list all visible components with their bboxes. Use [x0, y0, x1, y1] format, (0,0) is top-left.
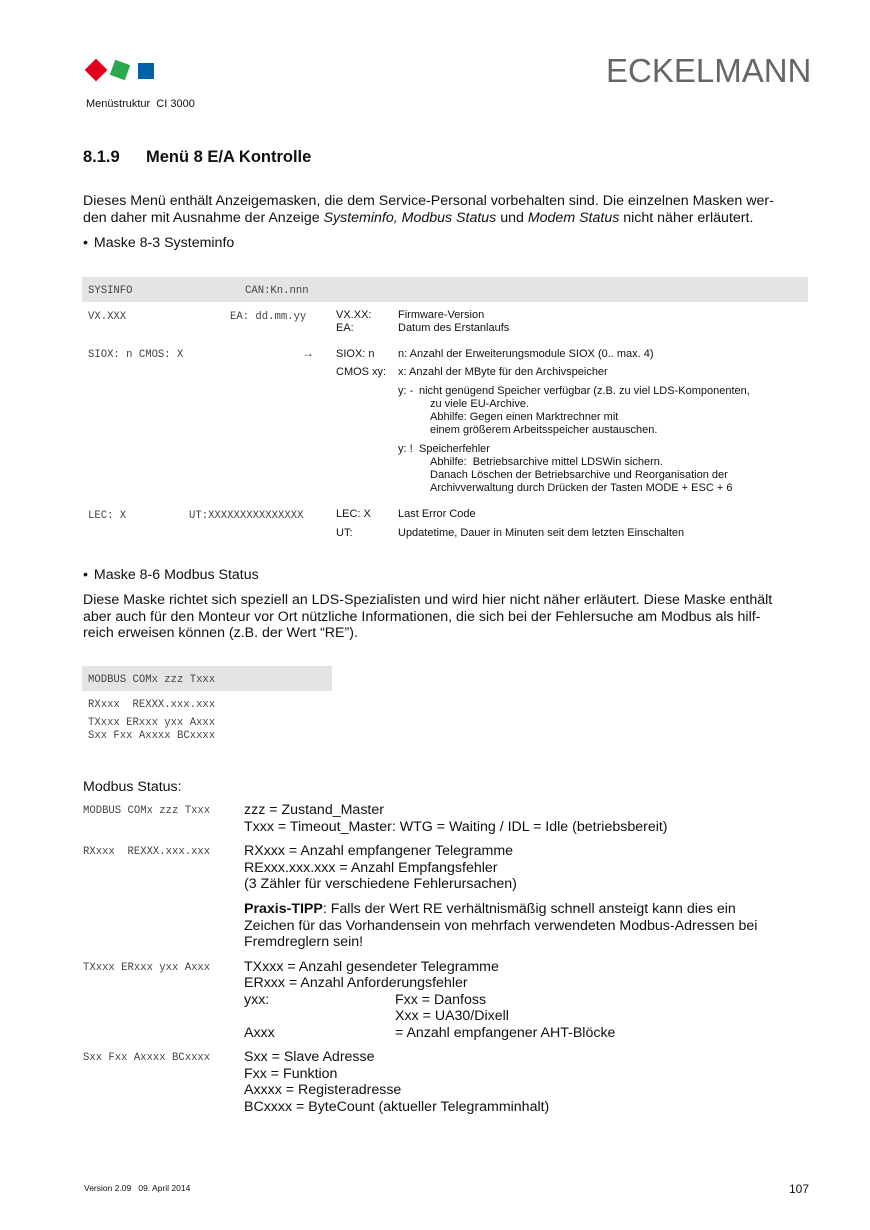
logo — [84, 59, 156, 83]
status-row3-fxx: Fxx = Danfoss — [395, 992, 487, 1008]
sysinfo-row1-key1: VX.XX: — [336, 309, 372, 321]
status-row1-line-2: Txxx = Timeout_Master: WTG = Waiting / IDL = Idle (betriebsbereit) — [244, 818, 668, 835]
sysinfo-header-left: SYSINFO — [88, 285, 133, 297]
praxis-tipp-line-1 — [244, 901, 804, 918]
status-row4-line-2: Fxx = Funktion — [244, 1065, 338, 1082]
sysinfo-row2-val2: x: Anzahl der MByte für den Archivspeicher — [398, 366, 608, 378]
sysinfo-y-minus-key: y: - — [398, 385, 414, 397]
intro-text-a: den daher mit Ausnahme der Anzeige — [83, 209, 324, 226]
logo-blue-square — [138, 63, 154, 79]
bullet-modbus — [83, 567, 259, 584]
status-row3-label: TXxxx ERxxx yxx Axxx — [83, 962, 211, 974]
footer-version: Version 2.09 09. April 2014 — [84, 1183, 191, 1193]
sysinfo-y-excl-line-3: Danach Löschen der Betriebsarchive und Reorganisation der — [430, 469, 728, 481]
status-row2-text — [244, 843, 517, 893]
section-title: Menü 8 E/A Kontrolle — [146, 148, 312, 166]
brand-name: ECKELMANN — [606, 52, 812, 89]
status-row1-label: MODBUS COMx zzz Txxx — [83, 805, 211, 817]
bullet-text: Maske 8-3 Systeminfo — [93, 235, 235, 251]
intro-line-2 — [83, 210, 813, 227]
bullet-mark-2: • — [83, 567, 88, 583]
status-row4-label: Sxx Fxx Axxxx BCxxxx — [83, 1052, 211, 1064]
sysinfo-header-right: CAN:Kn.nnn — [245, 285, 309, 297]
modbus-status-title: Modbus Status: — [83, 779, 182, 795]
modbus-screen-line-1: RXxxx REXXX.xxx.xxx — [88, 699, 216, 711]
sysinfo-row1-val1: Firmware-Version — [398, 309, 485, 321]
sysinfo-row3-left: LEC: X — [88, 510, 127, 522]
bullet-text-2: Maske 8-6 Modbus Status — [93, 567, 259, 583]
sysinfo-y-excl-line-4: Archivverwaltung durch Drücken der Tasten MODE + ESC + 6 — [430, 482, 733, 494]
sysinfo-y-minus-line-2: zu viele EU-Archive. — [430, 398, 530, 410]
sysinfo-row3-val1: Last Error Code — [398, 508, 476, 520]
intro-paragraph — [83, 193, 813, 226]
status-row3-xxx: Xxx = UA30/Dixell — [395, 1008, 509, 1024]
intro-text-e: nicht näher erläutert. — [619, 209, 754, 226]
modbus-screen-line-3: Sxx Fxx Axxxx BCxxxx — [88, 730, 216, 742]
sysinfo-row3-right: UT:XXXXXXXXXXXXXXX — [189, 510, 304, 522]
status-row2-line-2: RExxx.xxx.xxx = Anzahl Empfangsfehler — [244, 859, 498, 876]
status-row1-line-1: zzz = Zustand_Master — [244, 802, 384, 818]
sysinfo-row1-left: VX.XXX — [88, 311, 127, 323]
status-row3-axxx-value: = Anzahl empfangener AHT-Blöcke — [395, 1025, 616, 1041]
sysinfo-row3-val2: Updatetime, Dauer in Minuten seit dem letzten Einschalten — [398, 527, 685, 539]
praxis-tipp-rest: : Falls der Wert RE verhältnismäßig schnell ansteigt kann dies ein — [322, 901, 736, 917]
bullet-systeminfo — [83, 235, 234, 252]
praxis-tipp-line-2: Zeichen für das Vorhandensein von mehrfach verwendeten Modbus-Adressen bei — [244, 917, 758, 934]
document-subtitle: Menüstruktur CI 3000 — [86, 98, 195, 110]
status-row3-line-1: TXxxx = Anzahl gesendeter Telegramme — [244, 959, 499, 975]
status-row1-text — [244, 802, 668, 835]
intro-italic-systeminfo: Systeminfo, Modbus Status — [323, 209, 497, 226]
sysinfo-row2-key2: CMOS xy: — [336, 366, 387, 378]
praxis-tipp-line-3: Fremdreglern sein! — [244, 934, 364, 950]
logo-green-square — [110, 60, 131, 81]
sysinfo-row3-key2: UT: — [336, 527, 353, 539]
sysinfo-row2-left: SIOX: n CMOS: X — [88, 349, 184, 361]
modbus-screen-header: MODBUS COMx zzz Txxx — [88, 674, 216, 686]
sysinfo-row1-right: EA: dd.mm.yy — [230, 311, 307, 323]
sysinfo-y-minus-line-1: nicht genügend Speicher verfügbar (z.B. zu viel LDS-Komponenten, — [419, 385, 750, 397]
sysinfo-y-excl-line-1: Speicherfehler — [419, 443, 490, 455]
modbus-paragraph-line-2: aber auch für den Monteur vor Ort nützliche Informationen, die sich bei der Fehlersuche am Modbus als hilf- — [83, 608, 761, 625]
sysinfo-header-bar — [82, 277, 808, 302]
status-row2-line-1: RXxxx = Anzahl empfangener Telegramme — [244, 843, 514, 859]
status-row3-line-2: ERxxx = Anzahl Anforderungsfehler — [244, 975, 468, 991]
modbus-paragraph-line-1: Diese Maske richtet sich speziell an LDS-Spezialisten und wird hier nicht näher erläutert. Diese Maske enthält — [83, 592, 773, 608]
status-row4-line-3: Axxxx = Registeradresse — [244, 1082, 402, 1098]
arrow-right-icon: → — [302, 346, 314, 360]
status-row4-text — [244, 1049, 549, 1115]
sysinfo-row2-val1: n: Anzahl der Erweiterungsmodule SIOX (0.. max. 4) — [398, 348, 654, 360]
praxis-tipp-label: Praxis-TIPP — [244, 901, 323, 917]
bullet-mark: • — [83, 235, 88, 251]
page-number: 107 — [789, 1182, 810, 1196]
status-row4-line-1: Sxx = Slave Adresse — [244, 1049, 375, 1065]
praxis-tipp — [244, 901, 804, 951]
status-row3-axxx: Axxx — [244, 1025, 275, 1041]
sysinfo-y-excl-key: y: ! — [398, 443, 413, 455]
intro-italic-modem: Modem Status — [527, 209, 620, 226]
intro-line-1: Dieses Menü enthält Anzeigemasken, die dem Service-Personal vorbehalten sind. Die einzelnen Masken wer- — [83, 193, 774, 209]
sysinfo-y-minus-line-4: einem größerem Arbeitsspeicher austauschen. — [430, 424, 658, 436]
sysinfo-y-minus-line-3: Abhilfe: Gegen einen Marktrechner mit — [430, 411, 619, 423]
modbus-paragraph — [83, 592, 813, 642]
status-row4-line-4: BCxxxx = ByteCount (aktueller Telegramminhalt) — [244, 1098, 550, 1115]
status-row2-line-3: (3 Zähler für verschiedene Fehlerursachen) — [244, 876, 517, 892]
sysinfo-row3-key1: LEC: X — [336, 508, 371, 520]
sysinfo-y-excl-line-2: Abhilfe: Betriebsarchive mittel LDSWin sichern. — [430, 456, 663, 468]
modbus-screen-line-2: TXxxx ERxxx yxx Axxx — [88, 717, 216, 729]
status-row2-label: RXxxx REXXX.xxx.xxx — [83, 846, 211, 858]
logo-red-square — [85, 59, 108, 82]
status-row3-yxx: yxx: — [244, 992, 270, 1008]
intro-text-c: und — [496, 209, 528, 226]
sysinfo-row2-key1: SIOX: n — [336, 348, 375, 360]
modbus-paragraph-line-3: reich erweisen können (z.B. der Wert “RE”). — [83, 625, 358, 641]
sysinfo-row1-val2: Datum des Erstanlaufs — [398, 322, 510, 334]
section-number: 8.1.9 — [83, 148, 120, 166]
sysinfo-row1-key2: EA: — [336, 322, 354, 334]
